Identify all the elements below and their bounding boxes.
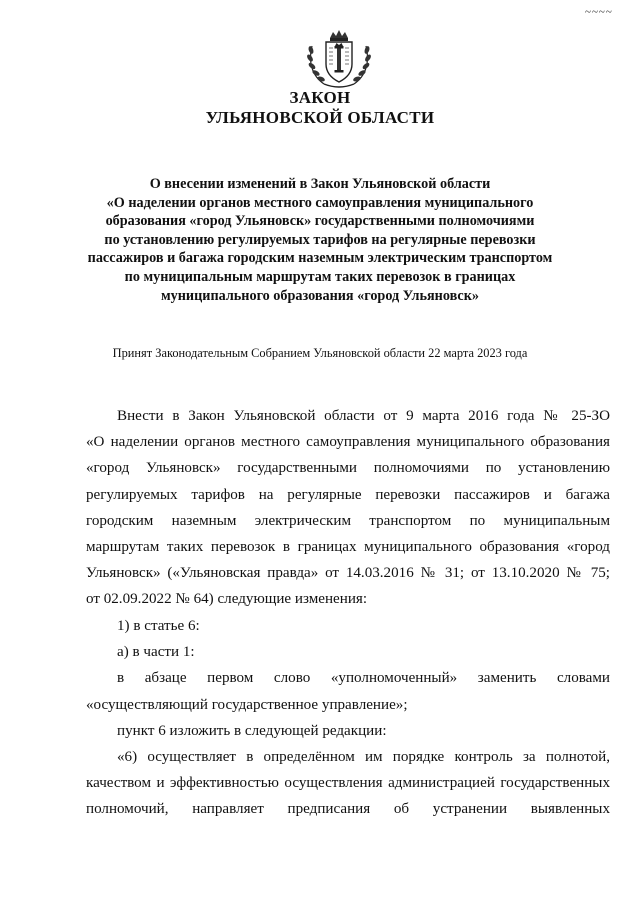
law-title-line1: ЗАКОН (289, 88, 351, 107)
subject-line: муниципального образования «город Ульяновск» (160, 287, 479, 304)
body-line: Внести в Закон Ульяновской области от 9 марта 2016 года № 25-ЗО (117, 408, 610, 424)
subject-line: «О наделении органов местного самоуправления муниципального (106, 194, 534, 211)
body-line: Ульяновск» («Ульяновская правда» от 14.03.2016 № 31; от 13.10.2020 № 75; (86, 565, 610, 582)
body-line: маршрутам таких перевозок в границах муниципального образования «город (86, 538, 610, 555)
adoption-note: Принят Законодательным Собранием Ульяновской области 22 марта 2023 года (112, 346, 528, 360)
body-line: «город Ульяновск» государственными полномочиями по установлению (86, 460, 610, 477)
body-line: в абзаце первом слово «уполномоченный» заменить словами (117, 670, 610, 687)
subject-line: О внесении изменений в Закон Ульяновской области (149, 176, 491, 192)
law-title-line2: УЛЬЯНОВСКОЙ ОБЛАСТИ (205, 108, 435, 127)
law-subject (60, 175, 580, 305)
subject-line: по муниципальным маршрутам таких перевозок в границах (124, 268, 516, 285)
ulyanovsk-coat-of-arms-icon (302, 26, 376, 90)
subject-line: пассажиров и багажа городским наземным электрическим транспортом (87, 250, 553, 267)
body-line: «осуществляющий государственное управление»; (86, 696, 408, 713)
body-line: от 02.09.2022 № 64) следующие изменения: (86, 591, 368, 608)
body-line: городским наземным электрическим транспортом по муниципальным (86, 512, 610, 529)
body-line: пункт 6 изложить в следующей редакции: (117, 722, 387, 739)
subject-line: образования «город Ульяновск» государственными полномочиями (105, 213, 535, 230)
body-line: регулируемых тарифов на регулярные перевозки пассажиров и багажа (86, 486, 610, 503)
body-line: качеством и эффективностью осуществления администрацией государственных (86, 775, 610, 792)
body-line: «6) осуществляет в определённом им порядке контроль за полнотой, (117, 748, 610, 765)
body-line: полномочий, направляет предписания об устранении выявленных (86, 801, 610, 818)
body-paragraph (86, 403, 610, 613)
page-mark: ~~~~ (585, 6, 613, 18)
body-line: а) в части 1: (117, 644, 195, 661)
body-paragraph (86, 613, 610, 823)
body-line: 1) в статье 6: (117, 618, 200, 634)
body-line: «О наделении органов местного самоуправления муниципального образования (86, 434, 610, 451)
subject-line: по установлению регулируемых тарифов на регулярные перевозки (104, 231, 536, 248)
